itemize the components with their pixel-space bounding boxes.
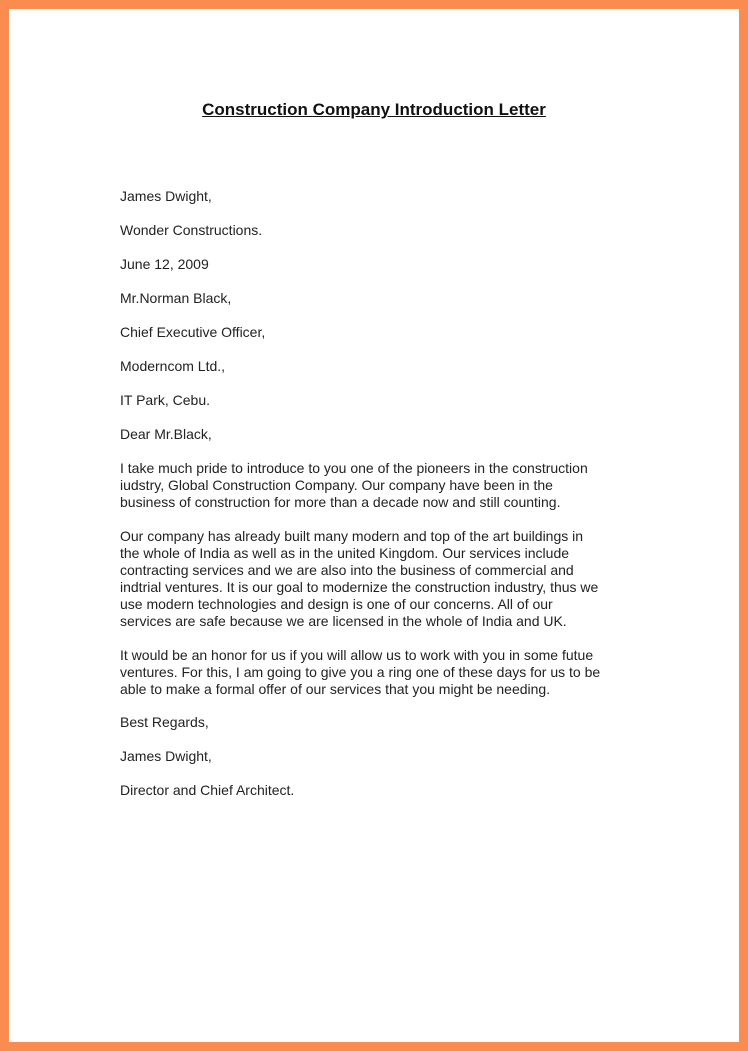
sender-name: James Dwight,	[120, 188, 212, 204]
paragraph-line: Our company has already built many modern and top of the art buildings in	[120, 528, 584, 544]
letter-title: Construction Company Introduction Letter	[202, 100, 546, 119]
paragraph-proposal	[120, 647, 640, 698]
paragraph-company-details	[120, 528, 640, 630]
paragraph-line: the whole of India as well as in the united Kingdom. Our services include	[120, 545, 570, 561]
signature-title: Director and Chief Architect.	[120, 782, 295, 798]
paragraph-line: It would be an honor for us if you will allow us to work with you in some futue	[120, 647, 594, 663]
paragraph-line: contracting services and we are also into the business of commercial and	[120, 562, 574, 578]
paragraph-line: use modern technologies and design is one of our concerns. All of our	[120, 596, 553, 612]
paragraph-introduction	[120, 460, 640, 511]
recipient-address: IT Park, Cebu.	[120, 392, 211, 408]
paragraph-line: indtrial ventures. It is our goal to modernize the construction industry, thus we	[120, 579, 599, 595]
paragraph-line: services are safe because we are licensed in the whole of India and UK.	[120, 613, 567, 629]
recipient-title: Chief Executive Officer,	[120, 324, 266, 340]
signature-name: James Dwight,	[120, 748, 212, 764]
paragraph-line: able to make a formal offer of our services that you might be needing.	[120, 681, 551, 697]
closing: Best Regards,	[120, 714, 209, 730]
paragraph-line: iudstry, Global Construction Company. Our company have been in the	[120, 477, 553, 493]
paragraph-line: ventures. For this, I am going to give you a ring one of these days for us to be	[120, 664, 601, 680]
paragraph-line: I take much pride to introduce to you one of the pioneers in the construction	[120, 460, 588, 476]
salutation: Dear Mr.Black,	[120, 426, 212, 442]
paragraph-line: business of construction for more than a decade now and still counting.	[120, 494, 561, 510]
recipient-company: Moderncom Ltd.,	[120, 358, 226, 374]
letter-date: June 12, 2009	[120, 256, 209, 272]
sender-company: Wonder Constructions.	[120, 222, 263, 238]
recipient-name: Mr.Norman Black,	[120, 290, 232, 306]
